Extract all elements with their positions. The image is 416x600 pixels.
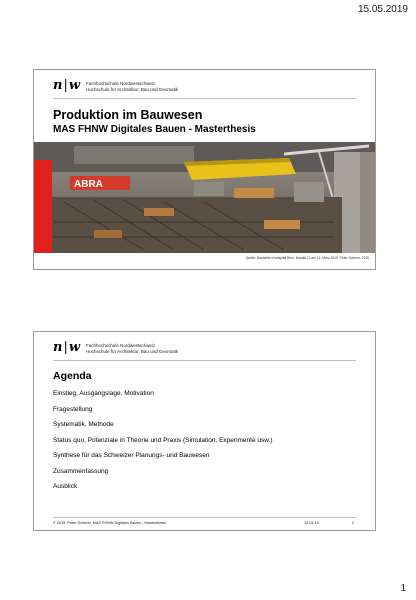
construction-site-photo xyxy=(34,142,375,253)
fhnw-logo-mark: n|w xyxy=(53,340,81,355)
accent-red-block xyxy=(34,160,52,253)
logo-line-1: Fachhochschule Nordwestschweiz xyxy=(86,81,156,86)
agenda-item: Status quo, Potenziale in Theorie und Praxis (Simulation, Experimente usw.) xyxy=(53,436,273,444)
fhnw-logo-text xyxy=(86,341,178,354)
fhnw-logo-text xyxy=(86,79,178,92)
photo-sign-text: ABRA xyxy=(74,179,103,190)
fhnw-logo xyxy=(53,341,178,355)
slide-footer-copyright: © 2019, Peter Scherer, MAS FHNW Digitales Bauen - Masterthesis xyxy=(53,521,166,525)
agenda-item: Synthese für das Schweizer Planungs- und Bauwesen xyxy=(53,452,210,459)
construction-site-illustration xyxy=(34,142,375,253)
agenda-item: Zusammenfassung xyxy=(53,467,109,475)
slide-subtitle: MAS FHNW Digitales Bauen - Masterthesis xyxy=(53,124,256,135)
agenda-item: Fragestellung xyxy=(53,405,93,413)
agenda-list xyxy=(53,390,273,499)
agenda-item: Systematik, Methode xyxy=(53,421,114,428)
slide-footer-date: 12.04.19 xyxy=(304,521,319,525)
header-rule xyxy=(53,98,356,99)
fhnw-logo xyxy=(53,79,178,93)
slide-title-page xyxy=(33,69,376,270)
fhnw-logo-mark: n|w xyxy=(53,78,81,93)
logo-line-2: Hochschule für Architektur, Bau und Geomatik xyxy=(86,86,179,92)
logo-line-1: Fachhochschule Nordwestschweiz xyxy=(86,343,156,348)
slide-footer-number: 2 xyxy=(351,521,354,525)
agenda-heading: Agenda xyxy=(53,370,92,382)
logo-line-2: Hochschule für Architektur, Bau und Geomatik xyxy=(86,348,179,354)
page-date: 15.05.2019 xyxy=(357,4,408,15)
agenda-item: Einstieg, Ausgangslage, Motivation xyxy=(53,390,154,397)
slide-title: Produktion im Bauwesen xyxy=(53,108,203,122)
header-rule xyxy=(53,360,356,361)
agenda-item: Ausblick xyxy=(53,483,78,490)
footer-rule xyxy=(53,517,356,518)
page-number: 1 xyxy=(400,583,406,594)
photo-caption: Quelle: Baustelle Inselspital Bern, Bauteil 12 am 11. März 2019, Peter Scherer, 2019 xyxy=(245,256,369,260)
slide-agenda xyxy=(33,331,376,531)
